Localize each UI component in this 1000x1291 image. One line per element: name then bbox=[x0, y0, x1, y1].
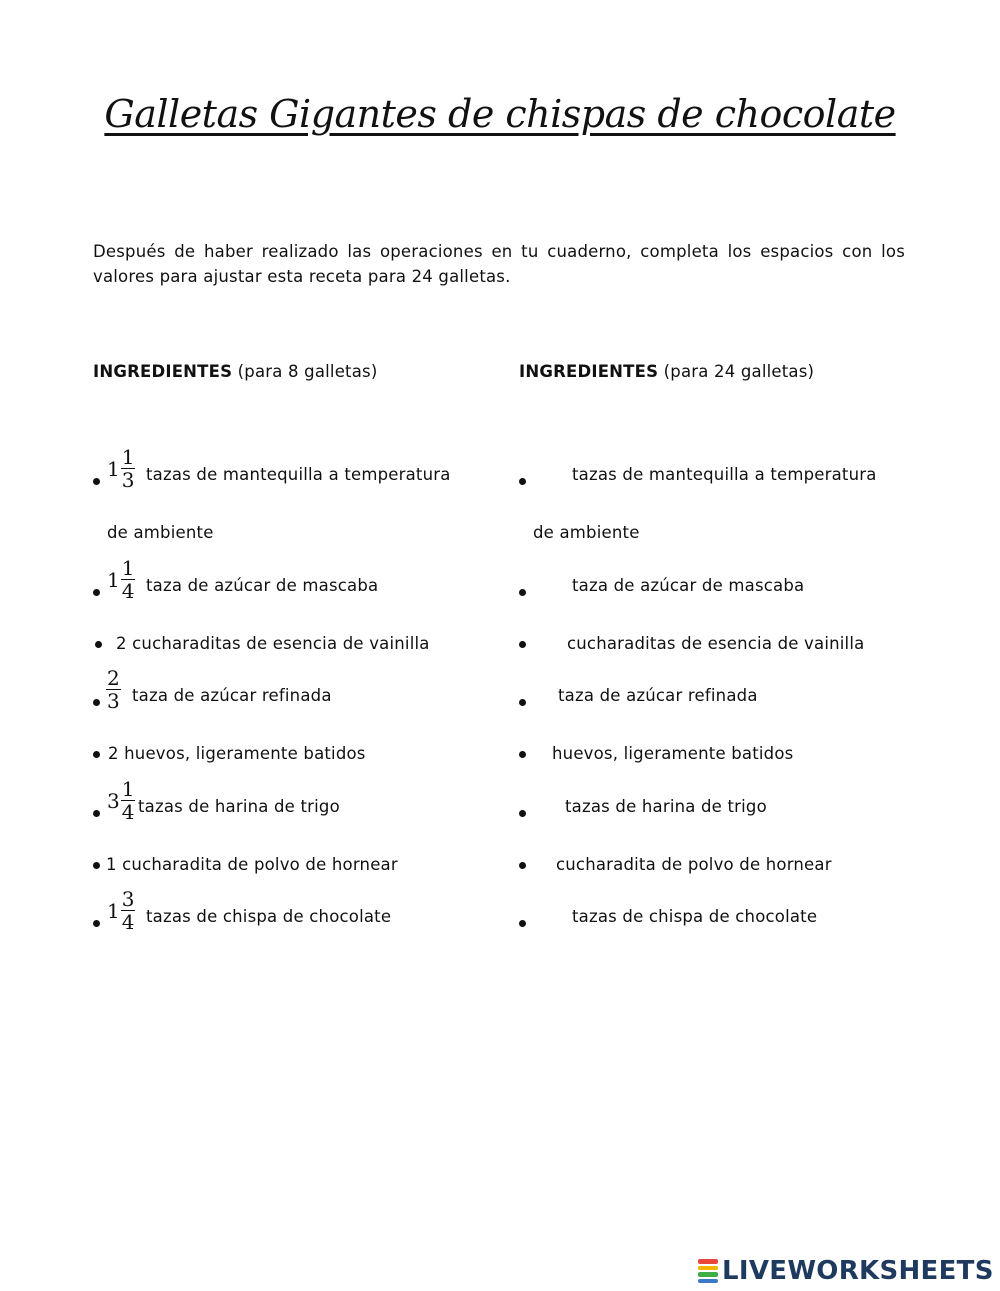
bullet-icon bbox=[93, 699, 100, 706]
right-item3-text: cucharaditas de esencia de vainilla bbox=[567, 634, 865, 653]
right-item8-text: tazas de chispa de chocolate bbox=[572, 907, 818, 926]
right-item1-text: tazas de mantequilla a temperatura bbox=[572, 465, 877, 484]
fraction-denominator: 4 bbox=[121, 800, 135, 824]
bullet-icon bbox=[519, 751, 526, 758]
left-item2-text: taza de azúcar de mascaba bbox=[146, 576, 379, 595]
fraction-numerator: 2 bbox=[107, 666, 120, 690]
left-header-bold: INGREDIENTES bbox=[93, 362, 233, 381]
left-item6-text: tazas de harina de trigo bbox=[138, 797, 340, 816]
right-item2-text: taza de azúcar de mascaba bbox=[572, 576, 805, 595]
bullet-icon bbox=[519, 641, 526, 648]
bullet-icon bbox=[93, 810, 100, 817]
left-item6-fraction bbox=[107, 778, 135, 823]
logo-bar-yellow bbox=[698, 1266, 718, 1271]
bullet-icon bbox=[95, 641, 102, 648]
left-item7-text: 1 cucharadita de polvo de hornear bbox=[106, 855, 398, 874]
right-column-header bbox=[519, 362, 814, 381]
left-item1-fraction bbox=[107, 446, 135, 491]
right-item5-text: huevos, ligeramente batidos bbox=[552, 744, 794, 763]
bullet-icon bbox=[93, 862, 100, 869]
intro-paragraph: Después de haber realizado las operaciones en tu cuaderno, completa los espacios con los valores para ajustar esta receta para 24 galletas. bbox=[93, 242, 905, 286]
fraction-numerator: 1 bbox=[121, 556, 135, 580]
right-item6-text: tazas de harina de trigo bbox=[565, 797, 767, 816]
bullet-icon bbox=[519, 862, 526, 869]
right-item7-text: cucharadita de polvo de hornear bbox=[556, 855, 832, 874]
fraction-denominator: 3 bbox=[107, 689, 120, 713]
logo-bar-red bbox=[698, 1259, 718, 1264]
bullet-icon bbox=[93, 589, 100, 596]
fraction-whole: 1 bbox=[107, 456, 120, 481]
bullet-icon bbox=[519, 589, 526, 596]
left-item2-fraction bbox=[107, 557, 135, 602]
bullet-icon bbox=[93, 920, 100, 927]
fraction-denominator: 4 bbox=[121, 910, 135, 934]
fraction-numerator: 3 bbox=[121, 887, 135, 911]
left-item4-text: taza de azúcar refinada bbox=[132, 686, 332, 705]
liveworksheets-logo bbox=[698, 1256, 994, 1286]
left-item1-text: tazas de mantequilla a temperatura bbox=[146, 465, 451, 484]
bullet-icon bbox=[93, 478, 100, 485]
right-item4-text: taza de azúcar refinada bbox=[558, 686, 758, 705]
fraction-numerator: 1 bbox=[121, 445, 135, 469]
bullet-icon bbox=[519, 699, 526, 706]
left-item8-fraction bbox=[107, 888, 135, 933]
left-item8-text: tazas de chispa de chocolate bbox=[146, 907, 392, 926]
bullet-icon bbox=[519, 920, 526, 927]
left-column-header bbox=[93, 362, 377, 381]
right-item1-continuation: de ambiente bbox=[533, 523, 640, 542]
page-title: Galletas Gigantes de chispas de chocolate bbox=[104, 92, 896, 136]
fraction-denominator: 3 bbox=[121, 468, 135, 492]
left-header-rest: (para 8 galletas) bbox=[232, 362, 378, 381]
liveworksheets-mark-icon bbox=[698, 1258, 718, 1284]
fraction-whole: 1 bbox=[107, 898, 120, 923]
left-item4-fraction bbox=[106, 667, 121, 712]
right-header-bold: INGREDIENTES bbox=[519, 362, 659, 381]
logo-bar-green bbox=[698, 1272, 718, 1277]
logo-bar-blue bbox=[698, 1279, 718, 1284]
fraction-whole: 3 bbox=[107, 788, 120, 813]
fraction-whole: 1 bbox=[107, 567, 120, 592]
fraction-numerator: 1 bbox=[121, 777, 135, 801]
liveworksheets-wordmark: LIVEWORKSHEETS bbox=[722, 1256, 994, 1286]
fraction-denominator: 4 bbox=[121, 579, 135, 603]
left-item1-continuation: de ambiente bbox=[107, 523, 214, 542]
left-item3-text: 2 cucharaditas de esencia de vainilla bbox=[116, 634, 430, 653]
bullet-icon bbox=[519, 478, 526, 485]
left-item5-text: 2 huevos, ligeramente batidos bbox=[108, 744, 366, 763]
bullet-icon bbox=[519, 810, 526, 817]
bullet-icon bbox=[93, 751, 100, 758]
right-header-rest: (para 24 galletas) bbox=[658, 362, 815, 381]
